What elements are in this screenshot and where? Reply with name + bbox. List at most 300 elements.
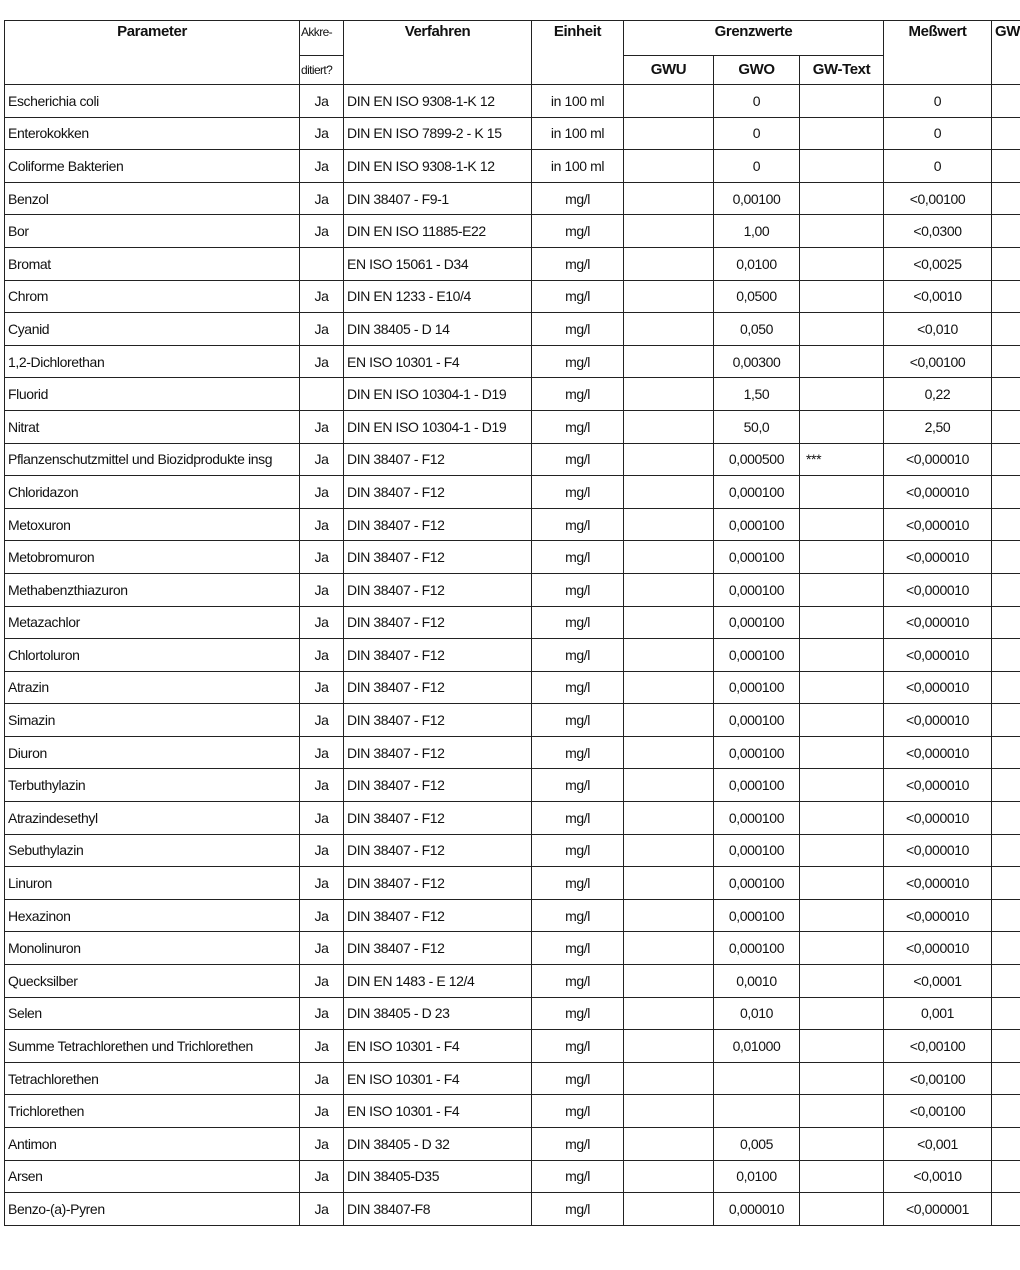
parameter-cell: Selen [5, 997, 300, 1030]
table-row [5, 899, 1020, 932]
verfahren-cell: DIN 38407 - F12 [344, 573, 532, 606]
gw-text-cell [800, 802, 884, 835]
akkreditiert-cell: Ja [300, 345, 344, 378]
akkreditiert-cell: Ja [300, 182, 344, 215]
gw-cut-cell [992, 769, 1020, 802]
gwu-cell [624, 410, 714, 443]
gwo-cell: 0 [714, 117, 800, 150]
akkreditiert-cell: Ja [300, 1095, 344, 1128]
table-row [5, 573, 1020, 606]
messwert-cell: <0,000010 [884, 573, 992, 606]
header-gw-cut: GW [992, 21, 1020, 85]
parameter-cell: 1,2-Dichlorethan [5, 345, 300, 378]
messwert-cell: <0,000010 [884, 736, 992, 769]
akkreditiert-cell [300, 378, 344, 411]
gw-text-cell [800, 1160, 884, 1193]
akkreditiert-cell: Ja [300, 541, 344, 574]
gw-cut-cell [992, 247, 1020, 280]
verfahren-cell: DIN EN 1233 - E10/4 [344, 280, 532, 313]
gwo-cell: 0 [714, 85, 800, 118]
messwert-cell: <0,000010 [884, 932, 992, 965]
gwu-cell [624, 573, 714, 606]
gw-text-cell [800, 541, 884, 574]
verfahren-cell: DIN 38407-F8 [344, 1193, 532, 1226]
einheit-cell: mg/l [532, 736, 624, 769]
table-row [5, 671, 1020, 704]
gw-cut-cell [992, 182, 1020, 215]
gwo-cell: 0,005 [714, 1128, 800, 1161]
akkreditiert-cell: Ja [300, 1193, 344, 1226]
gw-cut-cell [992, 150, 1020, 183]
table-row [5, 508, 1020, 541]
messwert-cell: <0,000010 [884, 899, 992, 932]
gw-text-cell [800, 671, 884, 704]
table-row [5, 443, 1020, 476]
table-row [5, 1193, 1020, 1226]
akkreditiert-cell: Ja [300, 573, 344, 606]
gw-text-cell [800, 867, 884, 900]
parameter-cell: Simazin [5, 704, 300, 737]
gw-cut-cell [992, 215, 1020, 248]
messwert-cell: <0,001 [884, 1128, 992, 1161]
gwu-cell [624, 345, 714, 378]
akkreditiert-cell: Ja [300, 639, 344, 672]
verfahren-cell: DIN EN 1483 - E 12/4 [344, 965, 532, 998]
gwu-cell [624, 280, 714, 313]
gwo-cell: 0,000100 [714, 541, 800, 574]
gwo-cell: 0 [714, 150, 800, 183]
einheit-cell: in 100 ml [532, 150, 624, 183]
gwo-cell: 0,000100 [714, 639, 800, 672]
messwert-cell: <0,000010 [884, 671, 992, 704]
parameter-cell: Pflanzenschutzmittel und Biozidprodukte insg [5, 443, 300, 476]
gw-cut-cell [992, 313, 1020, 346]
akkreditiert-cell: Ja [300, 736, 344, 769]
verfahren-cell: DIN 38405-D35 [344, 1160, 532, 1193]
table-row [5, 802, 1020, 835]
einheit-cell: mg/l [532, 834, 624, 867]
verfahren-cell: EN ISO 10301 - F4 [344, 1030, 532, 1063]
parameter-cell: Atrazindesethyl [5, 802, 300, 835]
gwu-cell [624, 769, 714, 802]
gwo-cell: 0,000100 [714, 867, 800, 900]
parameter-cell: Chloridazon [5, 476, 300, 509]
gw-cut-cell [992, 280, 1020, 313]
table-row [5, 541, 1020, 574]
akkreditiert-cell: Ja [300, 997, 344, 1030]
gw-cut-cell [992, 997, 1020, 1030]
verfahren-cell: DIN 38407 - F12 [344, 443, 532, 476]
gwo-cell: 0,000100 [714, 769, 800, 802]
header-verfahren: Verfahren [344, 21, 532, 85]
header-akkreditiert-top: Akkre- [300, 21, 344, 56]
messwert-cell: <0,0025 [884, 247, 992, 280]
akkreditiert-cell: Ja [300, 85, 344, 118]
akkreditiert-cell: Ja [300, 508, 344, 541]
einheit-cell: mg/l [532, 639, 624, 672]
gw-cut-cell [992, 736, 1020, 769]
table-row [5, 736, 1020, 769]
gw-text-cell [800, 704, 884, 737]
parameter-cell: Coliforme Bakterien [5, 150, 300, 183]
einheit-cell: mg/l [532, 1095, 624, 1128]
messwert-cell: 0 [884, 85, 992, 118]
gwo-cell: 0,000100 [714, 606, 800, 639]
table-row [5, 313, 1020, 346]
verfahren-cell: DIN EN ISO 9308-1-K 12 [344, 150, 532, 183]
parameter-cell: Benzo-(a)-Pyren [5, 1193, 300, 1226]
messwert-cell: <0,000010 [884, 834, 992, 867]
messwert-cell: <0,00100 [884, 1030, 992, 1063]
header-gw-text: GW-Text [800, 56, 884, 85]
parameter-cell: Chlortoluron [5, 639, 300, 672]
gwo-cell: 0,000100 [714, 834, 800, 867]
akkreditiert-cell: Ja [300, 834, 344, 867]
gwu-cell [624, 671, 714, 704]
akkreditiert-cell [300, 247, 344, 280]
einheit-cell: mg/l [532, 573, 624, 606]
gw-text-cell [800, 1062, 884, 1095]
gwu-cell [624, 899, 714, 932]
analysis-report [4, 20, 1020, 1226]
gwo-cell: 0,0100 [714, 1160, 800, 1193]
gw-text-cell [800, 1095, 884, 1128]
gwo-cell: 0,0100 [714, 247, 800, 280]
gw-cut-cell [992, 965, 1020, 998]
gwu-cell [624, 215, 714, 248]
gw-cut-cell [992, 606, 1020, 639]
verfahren-cell: EN ISO 10301 - F4 [344, 1062, 532, 1095]
gwu-cell [624, 313, 714, 346]
parameter-cell: Trichlorethen [5, 1095, 300, 1128]
parameter-cell: Bromat [5, 247, 300, 280]
verfahren-cell: DIN 38405 - D 14 [344, 313, 532, 346]
gw-text-cell [800, 85, 884, 118]
verfahren-cell: DIN 38407 - F12 [344, 834, 532, 867]
einheit-cell: mg/l [532, 215, 624, 248]
gwo-cell: 0,000010 [714, 1193, 800, 1226]
parameter-cell: Terbuthylazin [5, 769, 300, 802]
gwu-cell [624, 443, 714, 476]
parameter-cell: Methabenzthiazuron [5, 573, 300, 606]
parameter-cell: Summe Tetrachlorethen und Trichlorethen [5, 1030, 300, 1063]
akkreditiert-cell: Ja [300, 769, 344, 802]
messwert-cell: <0,000010 [884, 476, 992, 509]
messwert-cell: <0,00100 [884, 182, 992, 215]
table-row [5, 117, 1020, 150]
messwert-cell: <0,010 [884, 313, 992, 346]
gw-cut-cell [992, 1062, 1020, 1095]
gw-text-cell [800, 606, 884, 639]
verfahren-cell: DIN 38407 - F12 [344, 508, 532, 541]
results-table [4, 20, 1020, 1226]
gw-text-cell [800, 215, 884, 248]
einheit-cell: mg/l [532, 899, 624, 932]
gw-cut-cell [992, 802, 1020, 835]
einheit-cell: mg/l [532, 378, 624, 411]
table-row [5, 85, 1020, 118]
einheit-cell: mg/l [532, 443, 624, 476]
header-gwu: GWU [624, 56, 714, 85]
messwert-cell: <0,00100 [884, 1062, 992, 1095]
einheit-cell: mg/l [532, 965, 624, 998]
gwu-cell [624, 1128, 714, 1161]
einheit-cell: mg/l [532, 671, 624, 704]
verfahren-cell: DIN 38407 - F12 [344, 899, 532, 932]
gwo-cell: 1,50 [714, 378, 800, 411]
gw-cut-cell [992, 85, 1020, 118]
akkreditiert-cell: Ja [300, 150, 344, 183]
parameter-cell: Metazachlor [5, 606, 300, 639]
gwo-cell: 0,000100 [714, 508, 800, 541]
gwo-cell: 0,00100 [714, 182, 800, 215]
akkreditiert-cell: Ja [300, 1128, 344, 1161]
akkreditiert-cell: Ja [300, 704, 344, 737]
table-row [5, 150, 1020, 183]
gw-text-cell [800, 1193, 884, 1226]
verfahren-cell: DIN EN ISO 9308-1-K 12 [344, 85, 532, 118]
parameter-cell: Sebuthylazin [5, 834, 300, 867]
table-row [5, 834, 1020, 867]
parameter-cell: Fluorid [5, 378, 300, 411]
verfahren-cell: DIN 38405 - D 32 [344, 1128, 532, 1161]
messwert-cell: <0,00100 [884, 1095, 992, 1128]
messwert-cell: <0,000010 [884, 606, 992, 639]
table-row [5, 639, 1020, 672]
header-einheit: Einheit [532, 21, 624, 85]
gw-text-cell [800, 769, 884, 802]
gwu-cell [624, 476, 714, 509]
gw-text-cell [800, 378, 884, 411]
gw-text-cell [800, 182, 884, 215]
einheit-cell: mg/l [532, 247, 624, 280]
gw-text-cell [800, 247, 884, 280]
messwert-cell: <0,0001 [884, 965, 992, 998]
gw-text-cell [800, 508, 884, 541]
einheit-cell: mg/l [532, 1062, 624, 1095]
gw-cut-cell [992, 476, 1020, 509]
akkreditiert-cell: Ja [300, 117, 344, 150]
gw-text-cell [800, 150, 884, 183]
gw-text-cell [800, 965, 884, 998]
akkreditiert-cell: Ja [300, 899, 344, 932]
gw-cut-cell [992, 834, 1020, 867]
gwu-cell [624, 1030, 714, 1063]
verfahren-cell: DIN 38407 - F9-1 [344, 182, 532, 215]
einheit-cell: in 100 ml [532, 117, 624, 150]
parameter-cell: Antimon [5, 1128, 300, 1161]
messwert-cell: <0,000010 [884, 769, 992, 802]
parameter-cell: Monolinuron [5, 932, 300, 965]
messwert-cell: <0,000010 [884, 443, 992, 476]
table-row [5, 280, 1020, 313]
parameter-cell: Atrazin [5, 671, 300, 704]
gwu-cell [624, 834, 714, 867]
gw-text-cell [800, 280, 884, 313]
messwert-cell: <0,0010 [884, 280, 992, 313]
verfahren-cell: DIN EN ISO 7899-2 - K 15 [344, 117, 532, 150]
gwo-cell: 50,0 [714, 410, 800, 443]
gw-cut-cell [992, 704, 1020, 737]
gwo-cell: 0,000100 [714, 476, 800, 509]
table-row [5, 1160, 1020, 1193]
table-row [5, 215, 1020, 248]
akkreditiert-cell: Ja [300, 1160, 344, 1193]
parameter-cell: Linuron [5, 867, 300, 900]
messwert-cell: <0,0300 [884, 215, 992, 248]
einheit-cell: mg/l [532, 932, 624, 965]
gw-text-cell [800, 345, 884, 378]
messwert-cell: <0,000010 [884, 541, 992, 574]
gw-cut-cell [992, 899, 1020, 932]
table-row [5, 1095, 1020, 1128]
einheit-cell: mg/l [532, 410, 624, 443]
gwu-cell [624, 606, 714, 639]
table-row [5, 867, 1020, 900]
akkreditiert-cell: Ja [300, 313, 344, 346]
einheit-cell: mg/l [532, 1030, 624, 1063]
einheit-cell: mg/l [532, 606, 624, 639]
verfahren-cell: DIN 38407 - F12 [344, 541, 532, 574]
gw-cut-cell [992, 1095, 1020, 1128]
einheit-cell: mg/l [532, 704, 624, 737]
gwu-cell [624, 85, 714, 118]
akkreditiert-cell: Ja [300, 215, 344, 248]
parameter-cell: Escherichia coli [5, 85, 300, 118]
table-row [5, 1062, 1020, 1095]
table-row [5, 476, 1020, 509]
table-header [5, 21, 1020, 85]
einheit-cell: mg/l [532, 769, 624, 802]
verfahren-cell: DIN 38407 - F12 [344, 476, 532, 509]
messwert-cell: <0,00100 [884, 345, 992, 378]
gwu-cell [624, 1160, 714, 1193]
parameter-cell: Arsen [5, 1160, 300, 1193]
parameter-cell: Tetrachlorethen [5, 1062, 300, 1095]
gwo-cell [714, 1062, 800, 1095]
gwu-cell [624, 182, 714, 215]
gwo-cell: 0,00300 [714, 345, 800, 378]
einheit-cell: mg/l [532, 1160, 624, 1193]
verfahren-cell: DIN 38407 - F12 [344, 867, 532, 900]
parameter-cell: Quecksilber [5, 965, 300, 998]
header-grenzwerte: Grenzwerte [624, 21, 884, 56]
gw-text-cell [800, 736, 884, 769]
gwo-cell: 0,050 [714, 313, 800, 346]
table-row [5, 378, 1020, 411]
einheit-cell: mg/l [532, 997, 624, 1030]
gw-cut-cell [992, 639, 1020, 672]
akkreditiert-cell: Ja [300, 802, 344, 835]
gw-text-cell [800, 476, 884, 509]
gw-cut-cell [992, 867, 1020, 900]
messwert-cell: 0,001 [884, 997, 992, 1030]
gw-cut-cell [992, 345, 1020, 378]
einheit-cell: mg/l [532, 1128, 624, 1161]
akkreditiert-cell: Ja [300, 443, 344, 476]
gwo-cell: 1,00 [714, 215, 800, 248]
verfahren-cell: DIN 38407 - F12 [344, 606, 532, 639]
table-row [5, 1030, 1020, 1063]
gw-cut-cell [992, 541, 1020, 574]
messwert-cell: <0,000010 [884, 802, 992, 835]
gw-text-cell [800, 573, 884, 606]
gwu-cell [624, 541, 714, 574]
parameter-cell: Cyanid [5, 313, 300, 346]
gw-text-cell [800, 1030, 884, 1063]
gwu-cell [624, 736, 714, 769]
gw-cut-cell [992, 1160, 1020, 1193]
gw-cut-cell [992, 443, 1020, 476]
gwo-cell: 0,01000 [714, 1030, 800, 1063]
parameter-cell: Nitrat [5, 410, 300, 443]
gwu-cell [624, 802, 714, 835]
gwo-cell: 0,000100 [714, 704, 800, 737]
gw-cut-cell [992, 1128, 1020, 1161]
gwo-cell: 0,0010 [714, 965, 800, 998]
gwu-cell [624, 378, 714, 411]
gw-text-cell [800, 932, 884, 965]
gw-text-cell [800, 997, 884, 1030]
gw-text-cell [800, 899, 884, 932]
header-parameter: Parameter [5, 21, 300, 85]
table-row [5, 1128, 1020, 1161]
messwert-cell: <0,000010 [884, 639, 992, 672]
gw-text-cell [800, 639, 884, 672]
gwu-cell [624, 1095, 714, 1128]
gw-text-cell [800, 410, 884, 443]
table-row [5, 410, 1020, 443]
messwert-cell: 0,22 [884, 378, 992, 411]
akkreditiert-cell: Ja [300, 280, 344, 313]
parameter-cell: Chrom [5, 280, 300, 313]
messwert-cell: 0 [884, 150, 992, 183]
gwu-cell [624, 997, 714, 1030]
akkreditiert-cell: Ja [300, 1030, 344, 1063]
table-body [5, 85, 1020, 1226]
gw-cut-cell [992, 1030, 1020, 1063]
parameter-cell: Enterokokken [5, 117, 300, 150]
einheit-cell: mg/l [532, 345, 624, 378]
akkreditiert-cell: Ja [300, 1062, 344, 1095]
messwert-cell: 0 [884, 117, 992, 150]
messwert-cell: <0,000010 [884, 867, 992, 900]
gw-cut-cell [992, 508, 1020, 541]
table-row [5, 769, 1020, 802]
gwo-cell: 0,000100 [714, 802, 800, 835]
messwert-cell: <0,000010 [884, 508, 992, 541]
parameter-cell: Metoxuron [5, 508, 300, 541]
header-messwert: Meßwert [884, 21, 992, 85]
akkreditiert-cell: Ja [300, 671, 344, 704]
messwert-cell: 2,50 [884, 410, 992, 443]
verfahren-cell: DIN 38407 - F12 [344, 802, 532, 835]
messwert-cell: <0,000001 [884, 1193, 992, 1226]
akkreditiert-cell: Ja [300, 867, 344, 900]
gwo-cell [714, 1095, 800, 1128]
table-row [5, 997, 1020, 1030]
verfahren-cell: DIN 38407 - F12 [344, 639, 532, 672]
gw-cut-cell [992, 671, 1020, 704]
einheit-cell: mg/l [532, 182, 624, 215]
gw-text-cell [800, 313, 884, 346]
gwu-cell [624, 1193, 714, 1226]
gw-cut-cell [992, 573, 1020, 606]
gw-cut-cell [992, 932, 1020, 965]
verfahren-cell: EN ISO 15061 - D34 [344, 247, 532, 280]
gwu-cell [624, 117, 714, 150]
verfahren-cell: DIN 38407 - F12 [344, 704, 532, 737]
